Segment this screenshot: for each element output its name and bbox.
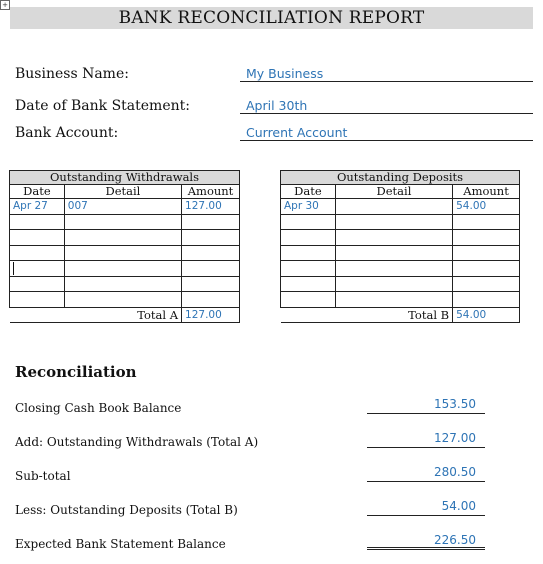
table-row — [281, 261, 520, 277]
table-row — [281, 292, 520, 308]
statement-date-label: Date of Bank Statement: — [15, 98, 190, 114]
withdrawals-cell-amount[interactable] — [182, 245, 240, 261]
add-withdrawals-field[interactable]: 127.00 — [367, 430, 485, 448]
withdrawals-cell-amount[interactable] — [182, 292, 240, 308]
table-row — [281, 230, 520, 246]
expected-balance-label: Expected Bank Statement Balance — [15, 537, 226, 551]
withdrawals-col-detail: Detail — [64, 185, 181, 199]
deposits-col-date: Date — [281, 185, 336, 199]
withdrawals-cell-detail[interactable]: 007 — [64, 199, 181, 215]
table-row — [10, 292, 240, 308]
deposits-cell-amount[interactable] — [453, 276, 520, 292]
withdrawals-cell-date[interactable]: Apr 27 — [10, 199, 65, 215]
business-name-field[interactable]: My Business — [240, 65, 533, 82]
withdrawals-total-value: 127.00 — [182, 307, 240, 323]
deposits-cell-detail[interactable] — [335, 261, 452, 277]
table-row — [281, 245, 520, 261]
deposits-cell-date[interactable] — [281, 261, 336, 277]
withdrawals-cell-amount[interactable] — [182, 261, 240, 277]
deposits-col-detail: Detail — [335, 185, 452, 199]
withdrawals-table — [9, 170, 240, 323]
table-row — [10, 199, 240, 215]
withdrawals-cell-detail[interactable] — [64, 245, 181, 261]
withdrawals-col-amount: Amount — [182, 185, 240, 199]
deposits-cell-detail[interactable] — [335, 230, 452, 246]
deposits-cell-amount[interactable] — [453, 292, 520, 308]
table-row — [10, 261, 240, 277]
text-cursor — [13, 262, 14, 275]
less-deposits-field[interactable]: 54.00 — [367, 498, 485, 516]
table-row — [281, 199, 520, 215]
withdrawals-cell-amount[interactable]: 127.00 — [182, 199, 240, 215]
deposits-total-label: Total B — [281, 307, 453, 323]
deposits-cell-detail[interactable] — [335, 292, 452, 308]
add-withdrawals-label: Add: Outstanding Withdrawals (Total A) — [15, 435, 259, 449]
withdrawals-cell-detail[interactable] — [64, 261, 181, 277]
withdrawals-cell-amount[interactable] — [182, 214, 240, 230]
deposits-cell-detail[interactable] — [335, 214, 452, 230]
table-row — [10, 276, 240, 292]
withdrawals-caption: Outstanding Withdrawals — [10, 171, 240, 185]
deposits-cell-date[interactable] — [281, 292, 336, 308]
deposits-total-value: 54.00 — [453, 307, 520, 323]
withdrawals-cell-date[interactable] — [10, 214, 65, 230]
report-title: BANK RECONCILIATION REPORT — [10, 7, 533, 29]
deposits-cell-date[interactable]: Apr 30 — [281, 199, 336, 215]
subtotal-field[interactable]: 280.50 — [367, 464, 485, 482]
table-row — [10, 214, 240, 230]
deposits-cell-amount[interactable] — [453, 214, 520, 230]
withdrawals-cell-amount[interactable] — [182, 230, 240, 246]
deposits-cell-amount[interactable] — [453, 261, 520, 277]
withdrawals-cell-date[interactable] — [10, 261, 65, 277]
subtotal-label: Sub-total — [15, 469, 71, 483]
statement-date-field[interactable]: April 30th — [240, 97, 533, 114]
bank-account-field[interactable]: Current Account — [240, 124, 533, 141]
table-row — [10, 230, 240, 246]
business-name-label: Business Name: — [15, 66, 129, 82]
withdrawals-col-date: Date — [10, 185, 65, 199]
deposits-cell-amount[interactable] — [453, 245, 520, 261]
less-deposits-label: Less: Outstanding Deposits (Total B) — [15, 503, 238, 517]
deposits-cell-detail[interactable] — [335, 276, 452, 292]
deposits-cell-amount[interactable]: 54.00 — [453, 199, 520, 215]
withdrawals-cell-date[interactable] — [10, 230, 65, 246]
deposits-cell-date[interactable] — [281, 214, 336, 230]
bank-account-label: Bank Account: — [15, 125, 119, 141]
table-move-handle-icon[interactable]: + — [0, 0, 10, 10]
deposits-cell-date[interactable] — [281, 276, 336, 292]
withdrawals-cell-amount[interactable] — [182, 276, 240, 292]
deposits-cell-date[interactable] — [281, 245, 336, 261]
table-row — [281, 214, 520, 230]
table-row — [10, 245, 240, 261]
withdrawals-total-label: Total A — [10, 307, 182, 323]
deposits-col-amount: Amount — [453, 185, 520, 199]
deposits-table — [280, 170, 520, 323]
expected-balance-field[interactable]: 226.50 — [367, 532, 485, 550]
deposits-cell-date[interactable] — [281, 230, 336, 246]
deposits-cell-detail[interactable] — [335, 199, 452, 215]
deposits-caption: Outstanding Deposits — [281, 171, 520, 185]
withdrawals-cell-date[interactable] — [10, 245, 65, 261]
withdrawals-cell-detail[interactable] — [64, 292, 181, 308]
withdrawals-cell-detail[interactable] — [64, 230, 181, 246]
withdrawals-cell-date[interactable] — [10, 276, 65, 292]
deposits-cell-detail[interactable] — [335, 245, 452, 261]
closing-balance-field[interactable]: 153.50 — [367, 396, 485, 414]
withdrawals-cell-detail[interactable] — [64, 214, 181, 230]
table-row — [281, 276, 520, 292]
withdrawals-cell-date[interactable] — [10, 292, 65, 308]
withdrawals-cell-detail[interactable] — [64, 276, 181, 292]
closing-balance-label: Closing Cash Book Balance — [15, 401, 182, 415]
deposits-cell-amount[interactable] — [453, 230, 520, 246]
reconciliation-heading: Reconciliation — [15, 363, 137, 381]
